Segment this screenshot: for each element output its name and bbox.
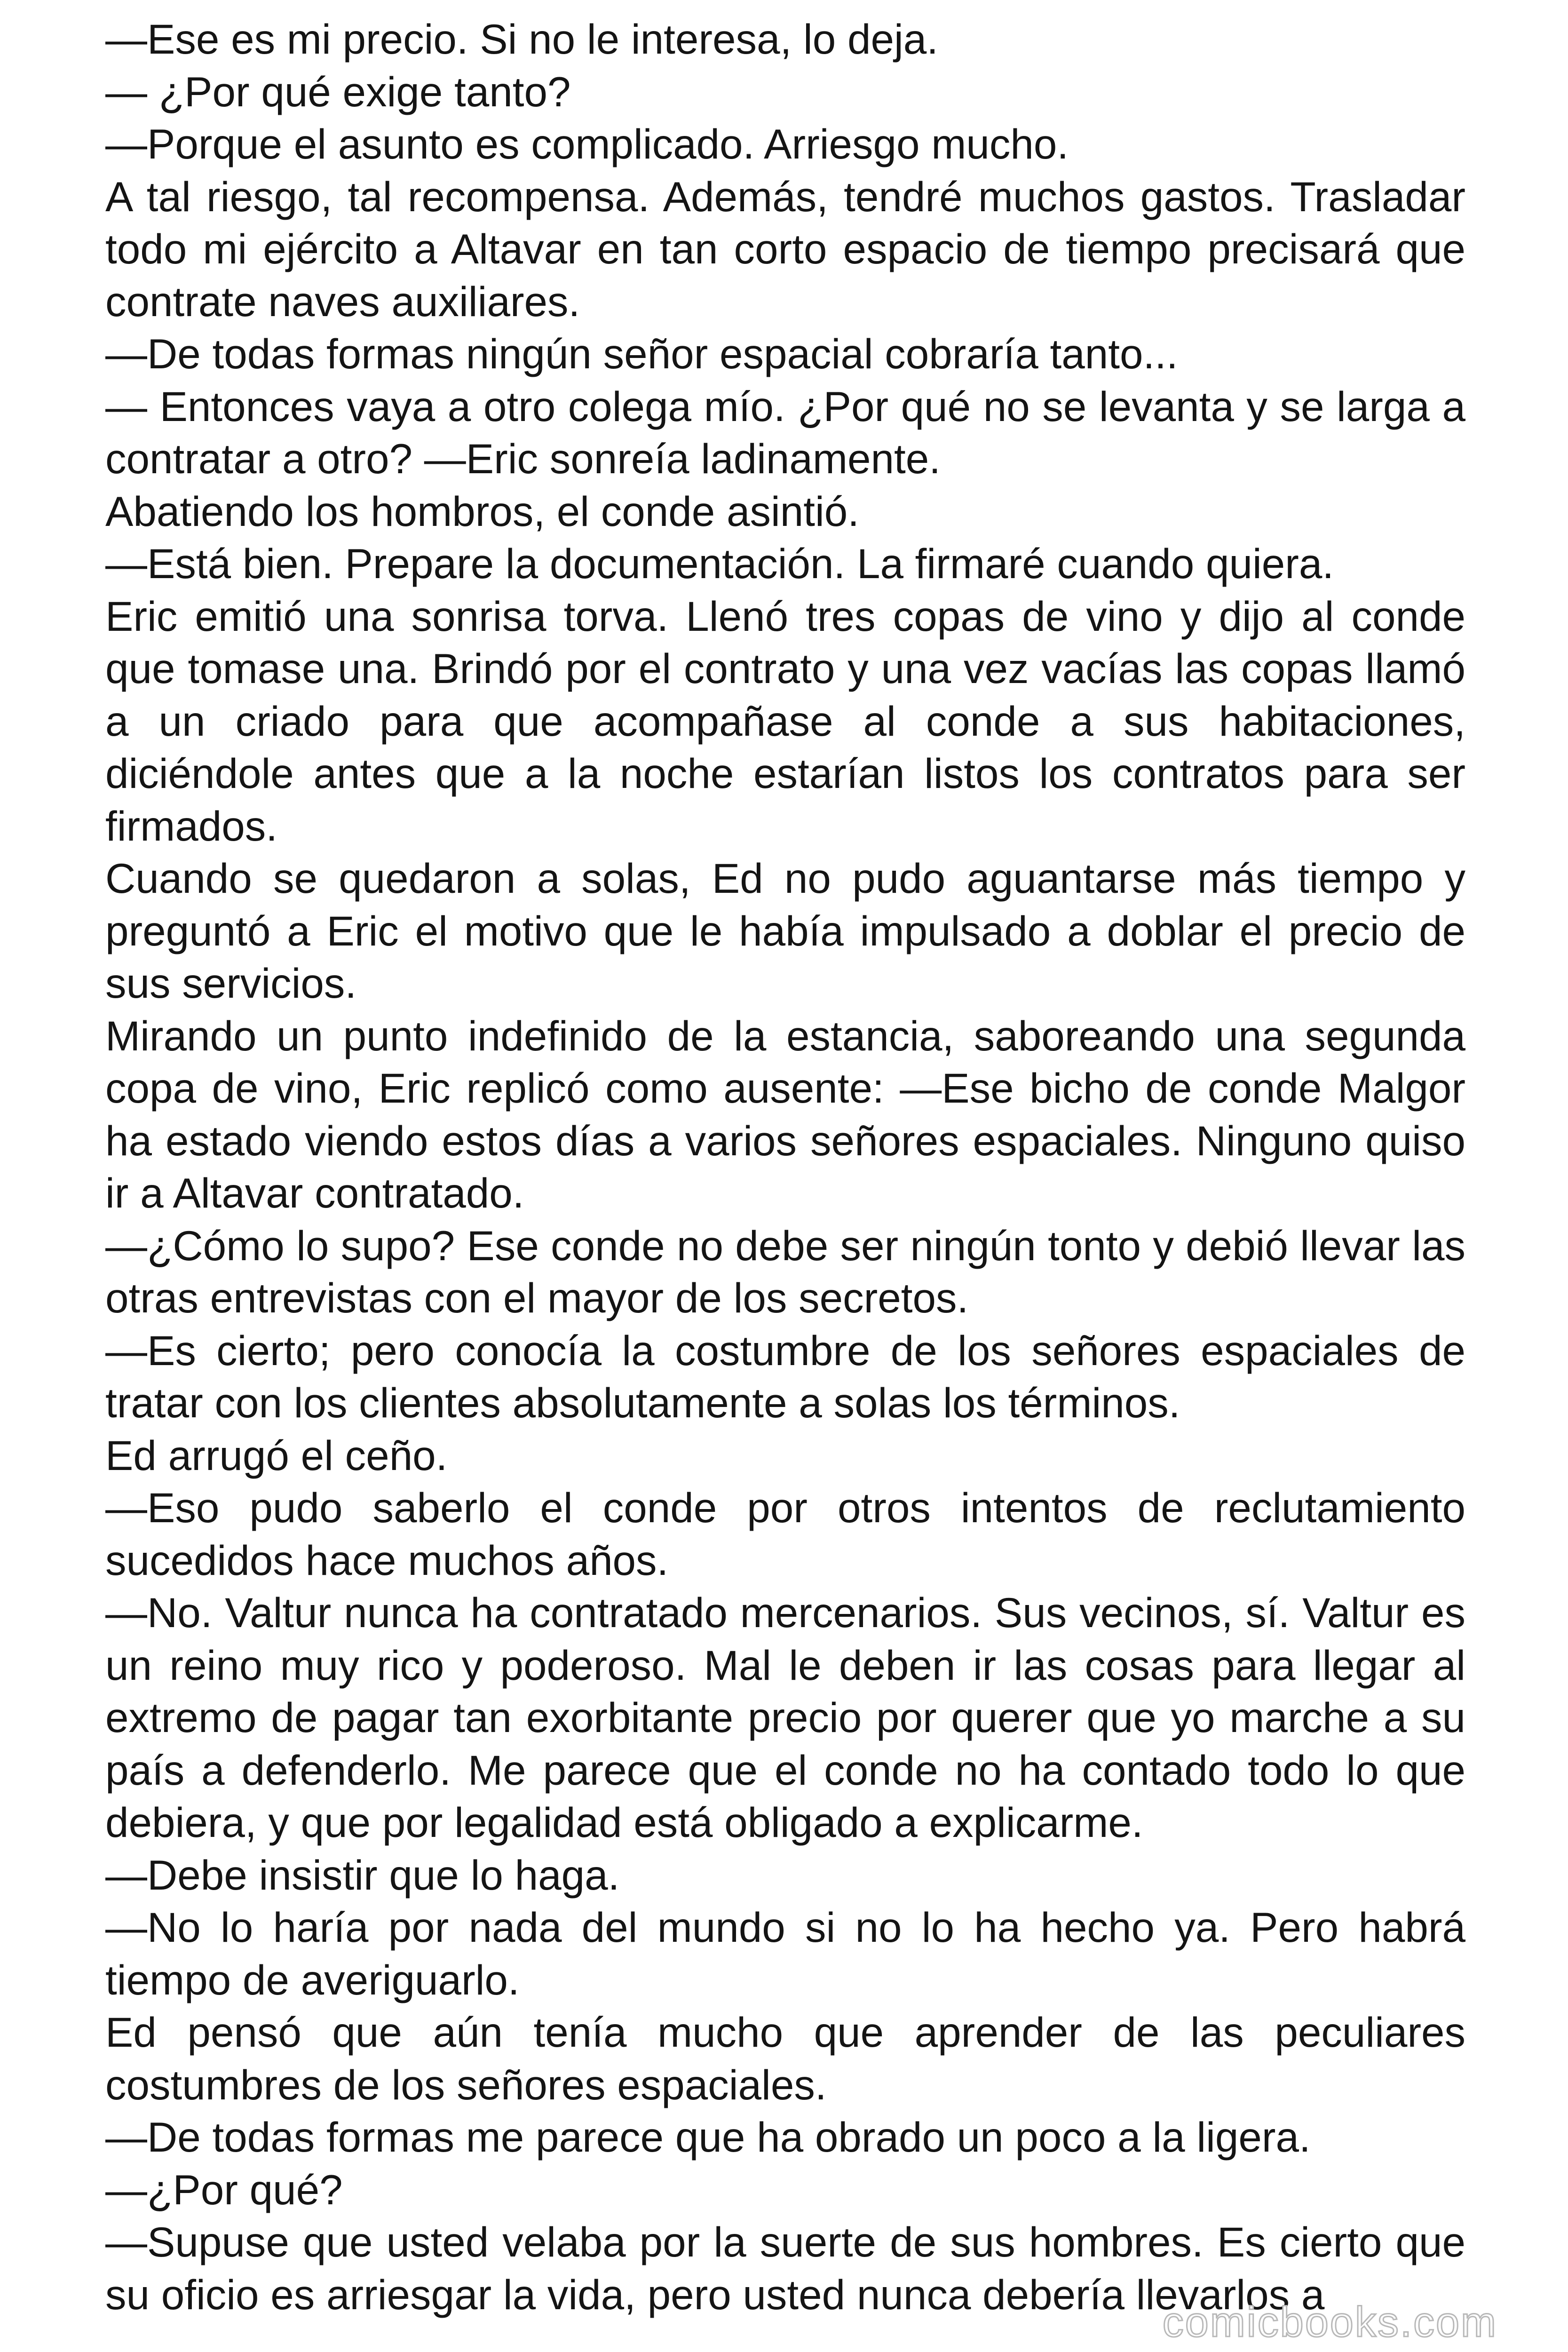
- body-text: [105, 13, 1465, 2321]
- paragraph: —Supuse que usted velaba por la suerte de sus hombres. Es cierto que su oficio es arriesgar la vida, pero usted nunca debería llevarlos a: [105, 2218, 1465, 2318]
- paragraph: —Es cierto; pero conocía la costumbre de los señores espaciales de tratar con los clientes absolutamente a solas los términos.: [105, 1327, 1465, 1426]
- paragraph: —Debe insistir que lo haga.: [105, 1851, 620, 1899]
- paragraph: Eric emitió una sonrisa torva. Llenó tres copas de vino y dijo al conde que tomase una. Brindó por el contrato y una vez vacías las copas llamó a un criado para que acompañase al conde a sus habitaciones, diciéndole antes que a la noche estarían listos los contratos para ser firmados.: [105, 592, 1465, 850]
- watermark: comicbooks.com: [1162, 2299, 1497, 2346]
- paragraph: —Eso pudo saberlo el conde por otros intentos de reclutamiento sucedidos hace muchos años.: [105, 1484, 1465, 1584]
- paragraph: Cuando se quedaron a solas, Ed no pudo aguantarse más tiempo y preguntó a Eric el motivo que le había impulsado a doblar el precio de sus servicios.: [105, 855, 1465, 1007]
- paragraph: Abatiendo los hombros, el conde asintió.: [105, 487, 859, 535]
- paragraph: —No lo haría por nada del mundo si no lo ha hecho ya. Pero habrá tiempo de averiguarlo.: [105, 1904, 1465, 2003]
- paragraph: —¿Por qué?: [105, 2166, 343, 2213]
- paragraph: —Está bien. Prepare la documentación. La firmaré cuando quiera.: [105, 540, 1334, 587]
- paragraph: —No. Valtur nunca ha contratado mercenarios. Sus vecinos, sí. Valtur es un reino muy rico y poderoso. Mal le deben ir las cosas para llegar al extremo de pagar tan exorbitante precio por querer que yo marche a su país a defenderlo. Me parece que el conde no ha contado todo lo que debiera, y que por legalidad está obligado a explicarme.: [105, 1589, 1465, 1846]
- paragraph: Ed pensó que aún tenía mucho que aprender de las peculiares costumbres de los señores espaciales.: [105, 2009, 1465, 2108]
- paragraph: —Ese es mi precio. Si no le interesa, lo deja.: [105, 16, 938, 63]
- paragraph: A tal riesgo, tal recompensa. Además, tendré muchos gastos. Trasladar todo mi ejército a Altavar en tan corto espacio de tiempo precisará que contrate naves auxiliares.: [105, 173, 1465, 325]
- paragraph: — ¿Por qué exige tanto?: [105, 68, 571, 115]
- paragraph: —De todas formas ningún señor espacial cobraría tanto...: [105, 330, 1178, 377]
- paragraph: —¿Cómo lo supo? Ese conde no debe ser ningún tonto y debió llevar las otras entrevistas con el mayor de los secretos.: [105, 1222, 1465, 1321]
- paragraph: —De todas formas me parece que ha obrado un poco a la ligera.: [105, 2114, 1311, 2161]
- paragraph: Ed arrugó el ceño.: [105, 1431, 448, 1479]
- paragraph: — Entonces vaya a otro colega mío. ¿Por qué no se levanta y se larga a contratar a otro? —Eric sonreía ladinamente.: [105, 382, 1465, 482]
- paragraph: Mirando un punto indefinido de la estancia, saboreando una segunda copa de vino, Eric replicó como ausente: —Ese bicho de conde Malgor ha estado viendo estos días a varios señores espaciales. Ninguno quiso ir a Altavar contratado.: [105, 1012, 1465, 1216]
- paragraph: —Porque el asunto es complicado. Arriesgo mucho.: [105, 120, 1069, 167]
